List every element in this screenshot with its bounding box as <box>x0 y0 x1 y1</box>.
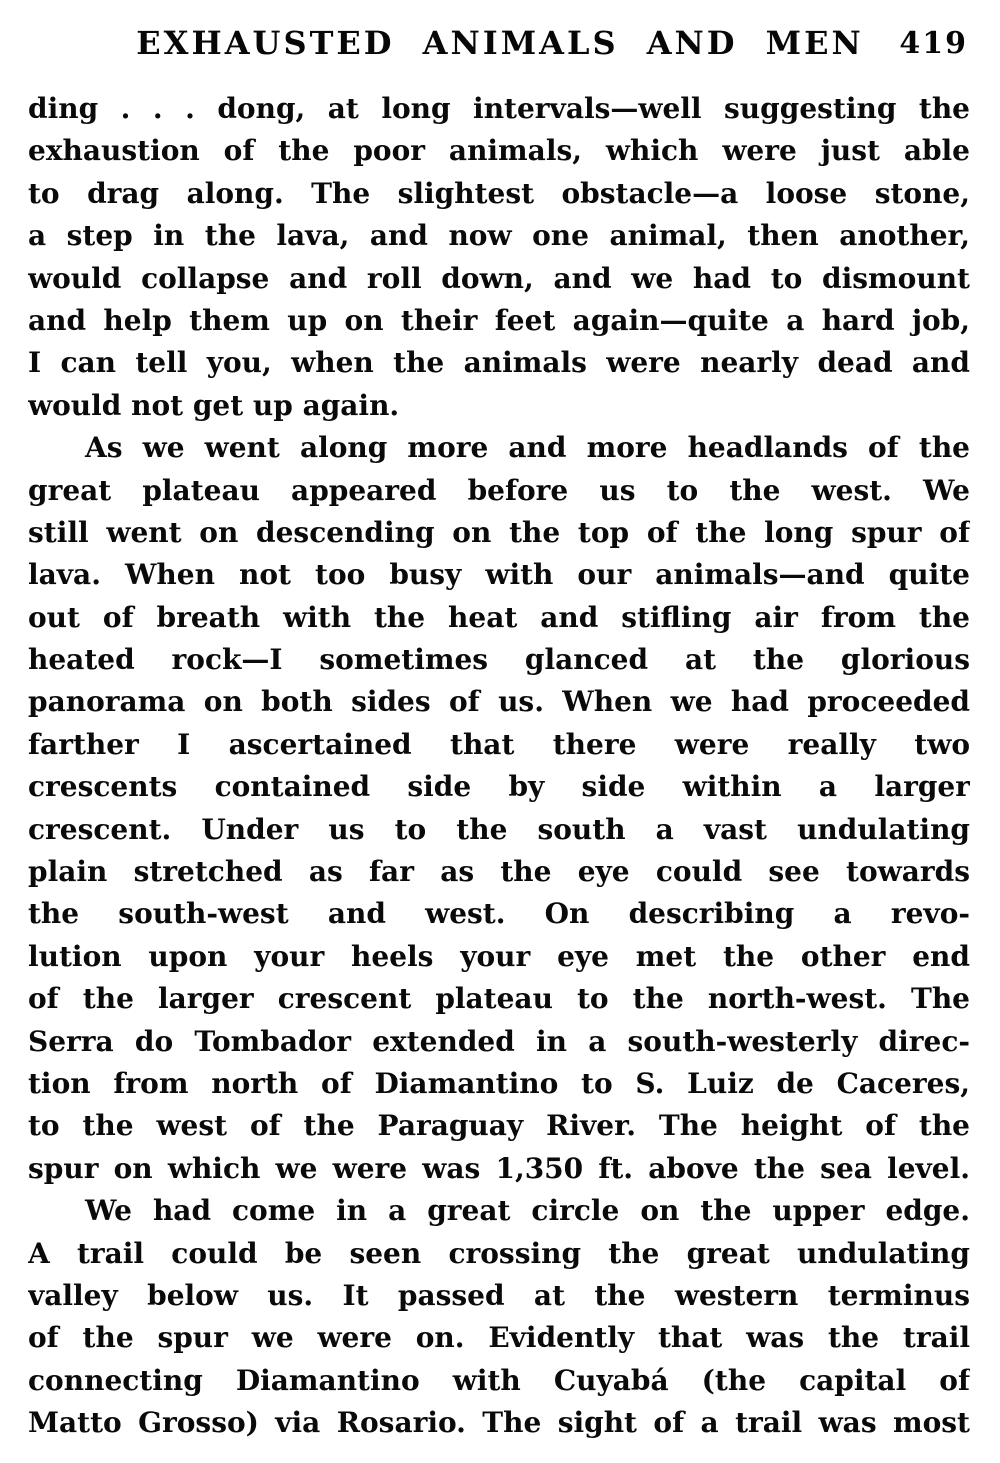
text-line: still went on descending on the top of the long spur of <box>28 515 970 549</box>
text-line: lava. When not too busy with our animals—and quite <box>28 558 970 592</box>
text-line: A trail could be seen crossing the great undulating <box>28 1236 970 1270</box>
page-title: EXHAUSTED ANIMALS AND MEN <box>136 24 864 62</box>
text-line: would not get up again. <box>28 388 400 422</box>
text-line: lution upon your heels your eye met the other end <box>28 939 970 973</box>
text-line: We had come in a great circle on the upper edge. <box>85 1194 970 1228</box>
text-line: connecting Diamantino with Cuyabá (the capital of <box>28 1363 970 1397</box>
text-line: to drag along. The slightest obstacle—a loose stone, <box>28 176 970 210</box>
text-line: plain stretched as far as the eye could see towards <box>28 855 970 889</box>
text-line: heated rock—I sometimes glanced at the glorious <box>28 643 970 677</box>
text-line: As we went along more and more headlands of the <box>85 431 970 465</box>
text-line: I can tell you, when the animals were nearly dead and <box>28 346 970 380</box>
text-line: Serra do Tombador extended in a south-westerly direc- <box>28 1024 970 1058</box>
paragraph <box>28 427 970 1190</box>
text-line: Matto Grosso) via Rosario. The sight of a trail was most <box>28 1406 970 1440</box>
text-line: tion from north of Diamantino to S. Luiz de Caceres, <box>28 1066 970 1100</box>
running-head <box>0 24 1000 70</box>
text-line: valley below us. It passed at the western terminus <box>28 1278 970 1312</box>
text-line: of the larger crescent plateau to the north-west. The <box>28 982 970 1016</box>
text-line: panorama on both sides of us. When we had proceeded <box>28 685 970 719</box>
text-line: to the west of the Paraguay River. The height of the <box>28 1109 970 1143</box>
paragraph <box>28 88 970 427</box>
text-line: would collapse and roll down, and we had to dismount <box>28 261 970 295</box>
text-line: the south-west and west. On describing a revo- <box>28 897 970 931</box>
text-line: exhaustion of the poor animals, which were just able <box>28 134 970 168</box>
text-line: farther I ascertained that there were really two <box>28 727 970 761</box>
text-line: ding . . . dong, at long intervals—well suggesting the <box>28 92 970 125</box>
text-line: spur on which we were was 1,350 ft. above the sea level. <box>28 1151 970 1185</box>
page-body <box>28 88 970 1445</box>
page-number: 419 <box>899 26 968 61</box>
text-line: crescents contained side by side within a larger <box>28 770 970 804</box>
text-line: crescent. Under us to the south a vast undulating <box>28 812 970 846</box>
text-line: a step in the lava, and now one animal, then another, <box>28 219 970 253</box>
text-line: and help them up on their feet again—quite a hard job, <box>28 303 970 337</box>
text-line: great plateau appeared before us to the west. We <box>28 473 970 507</box>
text-line: out of breath with the heat and stifling air from the <box>28 600 970 634</box>
paragraph <box>28 1190 970 1444</box>
text-line: of the spur we were on. Evidently that was the trail <box>28 1321 970 1355</box>
